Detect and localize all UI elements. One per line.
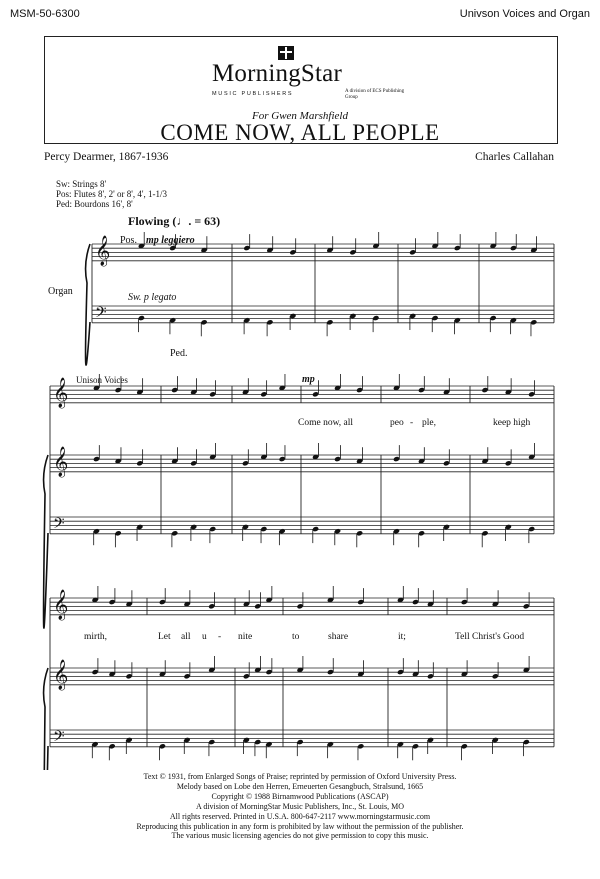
- dedication: For Gwen Marshfield: [252, 110, 348, 122]
- dynamic-sw-legato: Sw. p legato: [128, 292, 177, 303]
- organ-label: Organ: [48, 286, 73, 297]
- lyric: share: [328, 632, 349, 642]
- lyric: it;: [398, 632, 406, 642]
- footer-line: Melody based on Lobe den Herren, Erneuerten Gesangbuch, Stralsund, 1665: [176, 781, 424, 791]
- pos-marking: Pos.: [120, 235, 137, 246]
- treble-clef-icon: 𝄞: [95, 236, 111, 266]
- footer-line: A division of MorningStar Music Publishers, Inc., St. Louis, MO: [195, 801, 404, 811]
- copyright-footer: [0, 772, 600, 841]
- lyric: -: [410, 418, 414, 428]
- publisher-division: A division of ECS Publishing Group: [345, 89, 405, 100]
- registration-positiv: Pos: Flutes 8', 2' or 8', 4', 1-1/3: [56, 189, 167, 199]
- poet-credit: Percy Dearmer, 1867-1936: [44, 151, 169, 163]
- composer-credit: Charles Callahan: [475, 151, 554, 163]
- bass-clef-icon: 𝄢: [95, 304, 107, 325]
- footer-line: All rights reserved. Printed in U.S.A. 800-647-2117 www.morningstarmusic.com: [169, 811, 431, 821]
- lyric: ple,: [422, 418, 436, 428]
- lyric: peo: [390, 418, 404, 428]
- footer-line: Reproducing this publication in any form is prohibited by law without the permission of the publisher.: [136, 821, 464, 831]
- lyric: keep high: [493, 418, 531, 428]
- publisher-subtitle: MUSIC PUBLISHERS: [212, 91, 294, 97]
- voicing-label: Univson Voices and Organ: [459, 8, 590, 20]
- dynamic-mp-leggiero: mp leggiero: [146, 235, 195, 246]
- bass-clef-icon: 𝄢: [53, 515, 65, 536]
- footer-line: Copyright © 1988 Birnamwood Publications (ASCAP): [211, 791, 389, 801]
- lyric: Come now, all: [298, 418, 354, 428]
- bass-clef-icon: 𝄢: [53, 728, 65, 749]
- registration-pedal: Ped: Bourdons 16', 8': [56, 199, 133, 209]
- lyric: all: [181, 632, 191, 642]
- tempo-marking: Flowing (♩. = 63): [128, 214, 221, 228]
- registration-swell: Sw: Strings 8': [56, 179, 107, 189]
- lyric: nite: [238, 632, 253, 642]
- unison-voices-label: Unison Voices: [76, 375, 128, 385]
- lyric: Let: [158, 632, 171, 642]
- treble-clef-icon: 𝄞: [53, 660, 69, 690]
- brace-icon: [44, 668, 48, 770]
- dynamic-mp: mp: [302, 374, 315, 385]
- brace-icon: [86, 244, 90, 365]
- footer-line: The various music licensing agencies do not give permission to copy this music.: [171, 831, 429, 841]
- brace-icon: [44, 455, 48, 628]
- catalog-number: MSM-50-6300: [10, 8, 80, 20]
- publisher-name: MorningStar: [212, 60, 342, 87]
- lyric: u: [202, 632, 207, 642]
- ped-marking: Ped.: [170, 348, 188, 359]
- treble-clef-icon: 𝄞: [53, 378, 69, 408]
- lyric: to: [292, 632, 300, 642]
- lyric: Tell Christ's Good: [455, 632, 525, 642]
- page-title: COME NOW, ALL PEOPLE: [160, 120, 440, 145]
- treble-clef-icon: 𝄞: [53, 447, 69, 477]
- lyric: -: [218, 632, 222, 642]
- treble-clef-icon: 𝄞: [53, 590, 69, 620]
- footer-line: Text © 1931, from Enlarged Songs of Praise; reprinted by permission of Oxford University Press.: [143, 772, 457, 781]
- lyric: mirth,: [84, 632, 107, 642]
